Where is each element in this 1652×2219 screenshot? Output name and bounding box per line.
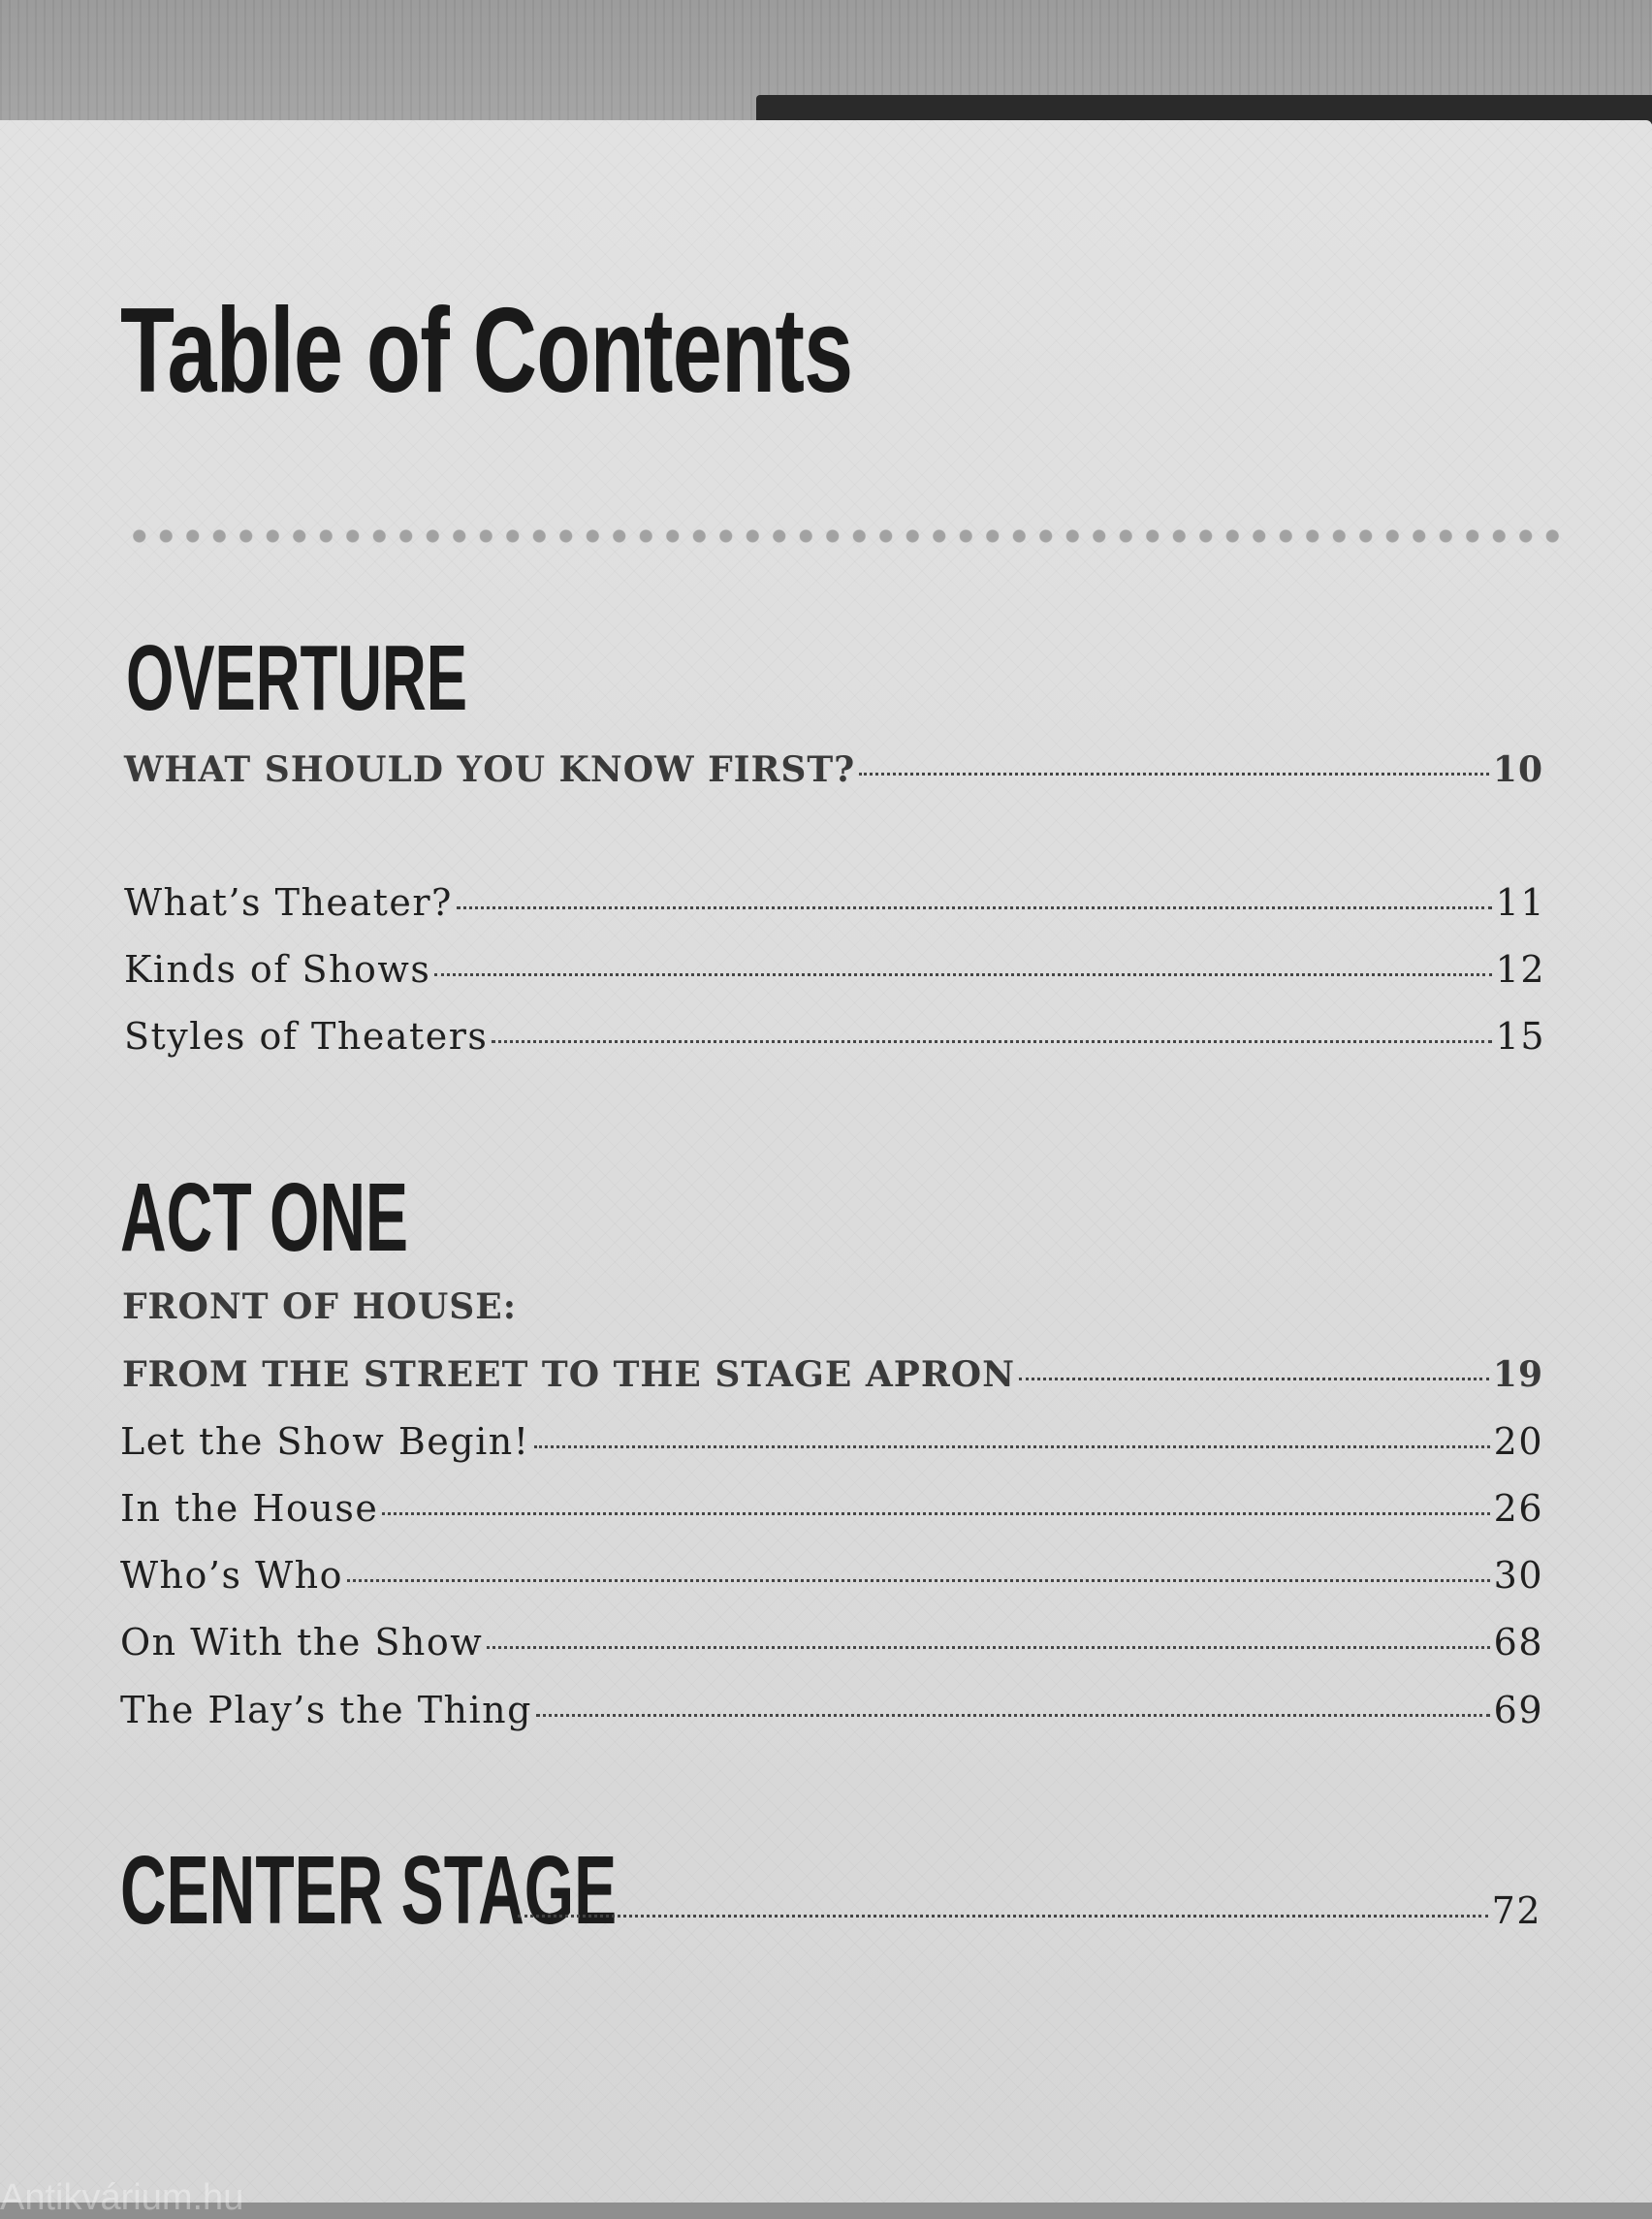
toc-entry-whats-theater[interactable] — [124, 881, 1545, 924]
dot-leader — [457, 906, 1492, 909]
dot-leader — [434, 973, 1491, 976]
toc-entry-label: FROM THE STREET TO THE STAGE APRON — [122, 1354, 1016, 1395]
toc-entry-label: Kinds of Shows — [124, 948, 431, 991]
toc-entry-label: The Play’s the Thing — [120, 1689, 532, 1731]
toc-entry-styles-of-theaters[interactable] — [124, 1015, 1545, 1058]
toc-page-number: 30 — [1493, 1554, 1543, 1597]
toc-entry-what-should-you-know-first[interactable] — [124, 749, 1543, 790]
toc-page-number: 15 — [1495, 1015, 1545, 1058]
toc-page-number: 12 — [1495, 948, 1545, 991]
toc-entry-from-the-street[interactable] — [122, 1354, 1543, 1395]
watermark-text: Antikvárium.hu — [0, 2177, 244, 2218]
toc-entry-label: Let the Show Begin! — [120, 1420, 530, 1463]
dot-leader — [536, 1714, 1490, 1717]
dot-leader — [347, 1579, 1490, 1582]
toc-entry-label: Who’s Who — [120, 1554, 343, 1597]
toc-entry-label: WHAT SHOULD YOU KNOW FIRST? — [124, 749, 856, 790]
toc-entry-label: What’s Theater? — [124, 881, 453, 924]
dot-leader — [518, 1915, 1488, 1918]
page-title: Table of Contents — [120, 284, 853, 418]
toc-page-number: 69 — [1493, 1689, 1543, 1731]
dot-leader — [1019, 1378, 1489, 1380]
toc-entry-center-stage[interactable] — [514, 1889, 1541, 1932]
section-heading-act-one: ACT ONE — [120, 1163, 408, 1272]
toc-page-number: 19 — [1492, 1354, 1543, 1395]
dot-leader — [492, 1040, 1491, 1043]
dot-leader — [534, 1445, 1490, 1448]
section-heading-overture: OVERTURE — [126, 626, 468, 730]
toc-entry-kinds-of-shows[interactable] — [124, 948, 1545, 991]
toc-page-number: 68 — [1493, 1621, 1543, 1664]
toc-entry-label: In the House — [120, 1487, 379, 1530]
dotted-divider — [126, 528, 1561, 544]
dot-leader — [487, 1646, 1489, 1649]
section-heading-center-stage: CENTER STAGE — [120, 1836, 618, 1945]
toc-entry-whos-who[interactable] — [120, 1554, 1543, 1597]
toc-entry-on-with-the-show[interactable] — [120, 1621, 1543, 1664]
toc-page-number: 26 — [1493, 1487, 1543, 1530]
dot-leader — [859, 773, 1489, 776]
toc-entry-the-plays-the-thing[interactable] — [120, 1689, 1543, 1731]
toc-page-number: 20 — [1493, 1420, 1543, 1463]
toc-page-number: 11 — [1495, 881, 1545, 924]
toc-page-number: 10 — [1492, 749, 1543, 790]
toc-entry-let-the-show-begin[interactable] — [120, 1420, 1543, 1463]
section-subtitle-front-of-house: FRONT OF HOUSE: — [122, 1286, 518, 1327]
dot-leader — [382, 1512, 1489, 1515]
toc-entry-label: On With the Show — [120, 1621, 484, 1664]
toc-entry-label: Styles of Theaters — [124, 1015, 489, 1058]
toc-entry-in-the-house[interactable] — [120, 1487, 1543, 1530]
toc-page-number: 72 — [1491, 1889, 1541, 1932]
